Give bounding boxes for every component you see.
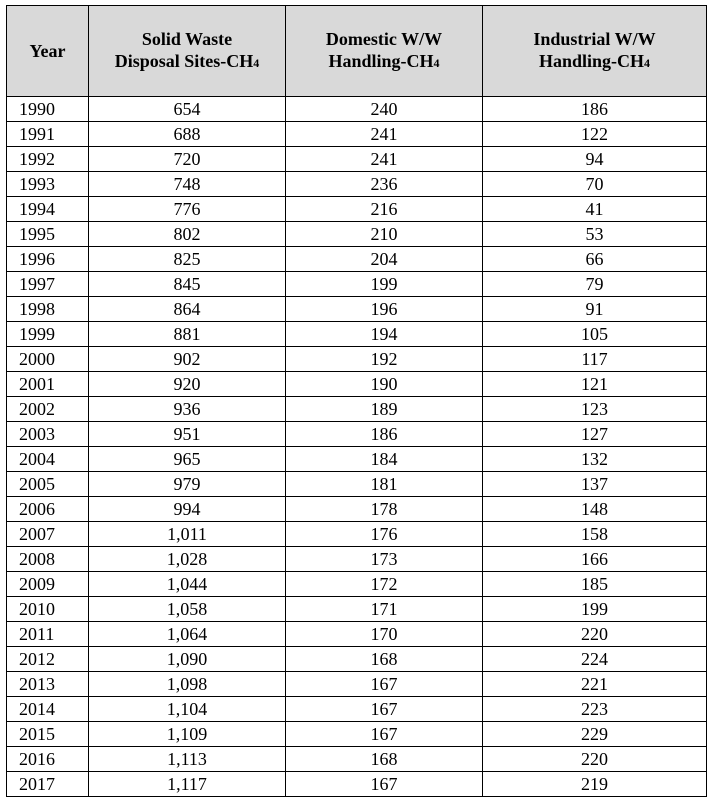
cell-solid-waste: 979 (89, 472, 286, 497)
cell-domestic: 170 (286, 622, 483, 647)
cell-solid-waste: 748 (89, 172, 286, 197)
table-row (7, 772, 707, 797)
cell-domestic: 176 (286, 522, 483, 547)
cell-solid-waste: 1,104 (89, 697, 286, 722)
cell-solid-waste: 1,090 (89, 647, 286, 672)
cell-domestic: 210 (286, 222, 483, 247)
table-row (7, 272, 707, 297)
cell-year: 2013 (7, 672, 89, 697)
cell-industrial: 229 (483, 722, 707, 747)
cell-year: 2017 (7, 772, 89, 797)
cell-solid-waste: 936 (89, 397, 286, 422)
cell-industrial: 224 (483, 647, 707, 672)
table-row (7, 647, 707, 672)
cell-year: 2008 (7, 547, 89, 572)
cell-year: 2004 (7, 447, 89, 472)
header-industrial-line1: Industrial W/W (533, 29, 656, 49)
cell-year: 2007 (7, 522, 89, 547)
cell-year: 2000 (7, 347, 89, 372)
table-row (7, 547, 707, 572)
table-row (7, 122, 707, 147)
cell-year: 2014 (7, 697, 89, 722)
table-row (7, 222, 707, 247)
cell-domestic: 189 (286, 397, 483, 422)
table-row (7, 147, 707, 172)
cell-solid-waste: 864 (89, 297, 286, 322)
cell-industrial: 221 (483, 672, 707, 697)
table-header (7, 6, 707, 97)
cell-domestic: 178 (286, 497, 483, 522)
cell-solid-waste: 881 (89, 322, 286, 347)
cell-year: 2005 (7, 472, 89, 497)
cell-year: 2001 (7, 372, 89, 397)
cell-year: 2006 (7, 497, 89, 522)
emissions-table (6, 5, 707, 797)
table-row (7, 297, 707, 322)
header-solid-waste-line2: Disposal Sites-CH (114, 51, 254, 71)
cell-solid-waste: 654 (89, 97, 286, 122)
cell-industrial: 122 (483, 122, 707, 147)
cell-industrial: 220 (483, 747, 707, 772)
cell-year: 1996 (7, 247, 89, 272)
table-row (7, 172, 707, 197)
cell-solid-waste: 1,064 (89, 622, 286, 647)
header-domestic-line2: Handling-CH (328, 51, 434, 71)
cell-domestic: 192 (286, 347, 483, 372)
cell-year: 1995 (7, 222, 89, 247)
header-year-label: Year (29, 41, 66, 61)
table-row (7, 722, 707, 747)
cell-domestic: 196 (286, 297, 483, 322)
cell-domestic: 167 (286, 672, 483, 697)
cell-industrial: 70 (483, 172, 707, 197)
cell-industrial: 219 (483, 772, 707, 797)
cell-year: 1992 (7, 147, 89, 172)
cell-year: 1999 (7, 322, 89, 347)
cell-industrial: 148 (483, 497, 707, 522)
cell-year: 2015 (7, 722, 89, 747)
cell-solid-waste: 845 (89, 272, 286, 297)
cell-industrial: 158 (483, 522, 707, 547)
emissions-table-container (6, 5, 706, 797)
cell-industrial: 117 (483, 347, 707, 372)
cell-domestic: 171 (286, 597, 483, 622)
cell-industrial: 185 (483, 572, 707, 597)
table-row (7, 197, 707, 222)
cell-solid-waste: 965 (89, 447, 286, 472)
cell-domestic: 186 (286, 422, 483, 447)
cell-domestic: 167 (286, 772, 483, 797)
table-row (7, 247, 707, 272)
cell-domestic: 184 (286, 447, 483, 472)
cell-solid-waste: 1,058 (89, 597, 286, 622)
header-industrial-line2-wrap (483, 50, 706, 74)
cell-solid-waste: 920 (89, 372, 286, 397)
cell-domestic: 216 (286, 197, 483, 222)
cell-domestic: 199 (286, 272, 483, 297)
cell-solid-waste: 1,028 (89, 547, 286, 572)
cell-industrial: 137 (483, 472, 707, 497)
cell-solid-waste: 802 (89, 222, 286, 247)
cell-solid-waste: 720 (89, 147, 286, 172)
cell-domestic: 240 (286, 97, 483, 122)
table-row (7, 672, 707, 697)
cell-domestic: 172 (286, 572, 483, 597)
cell-industrial: 105 (483, 322, 707, 347)
cell-solid-waste: 1,113 (89, 747, 286, 772)
cell-year: 2009 (7, 572, 89, 597)
table-row (7, 322, 707, 347)
header-domestic-subscript: 4 (433, 56, 440, 70)
cell-industrial: 199 (483, 597, 707, 622)
cell-year: 1998 (7, 297, 89, 322)
cell-solid-waste: 825 (89, 247, 286, 272)
cell-year: 2002 (7, 397, 89, 422)
cell-domestic: 194 (286, 322, 483, 347)
table-row (7, 422, 707, 447)
cell-industrial: 223 (483, 697, 707, 722)
table-row (7, 622, 707, 647)
cell-solid-waste: 951 (89, 422, 286, 447)
cell-domestic: 190 (286, 372, 483, 397)
table-row (7, 497, 707, 522)
cell-industrial: 79 (483, 272, 707, 297)
cell-industrial: 166 (483, 547, 707, 572)
cell-domestic: 168 (286, 747, 483, 772)
cell-year: 1997 (7, 272, 89, 297)
cell-solid-waste: 776 (89, 197, 286, 222)
header-row (7, 6, 707, 97)
table-row (7, 347, 707, 372)
cell-domestic: 181 (286, 472, 483, 497)
table-body (7, 97, 707, 797)
header-industrial (483, 6, 707, 97)
cell-industrial: 127 (483, 422, 707, 447)
header-domestic-line2-wrap (286, 50, 482, 74)
cell-domestic: 167 (286, 722, 483, 747)
header-solid-waste-line2-wrap (89, 50, 285, 74)
cell-year: 2003 (7, 422, 89, 447)
header-industrial-line2: Handling-CH (538, 51, 645, 71)
cell-industrial: 41 (483, 197, 707, 222)
cell-industrial: 123 (483, 397, 707, 422)
cell-industrial: 53 (483, 222, 707, 247)
cell-solid-waste: 1,011 (89, 522, 286, 547)
cell-solid-waste: 994 (89, 497, 286, 522)
cell-industrial: 66 (483, 247, 707, 272)
cell-year: 1993 (7, 172, 89, 197)
cell-year: 2012 (7, 647, 89, 672)
cell-industrial: 186 (483, 97, 707, 122)
table-row (7, 597, 707, 622)
table-row (7, 747, 707, 772)
cell-industrial: 220 (483, 622, 707, 647)
table-row (7, 397, 707, 422)
table-row (7, 697, 707, 722)
table-row (7, 447, 707, 472)
table-row (7, 572, 707, 597)
cell-domestic: 173 (286, 547, 483, 572)
header-solid-waste (89, 6, 286, 97)
cell-domestic: 241 (286, 147, 483, 172)
cell-solid-waste: 1,044 (89, 572, 286, 597)
cell-solid-waste: 1,098 (89, 672, 286, 697)
cell-solid-waste: 1,109 (89, 722, 286, 747)
header-domestic-line1: Domestic W/W (325, 29, 443, 49)
header-domestic (286, 6, 483, 97)
cell-domestic: 168 (286, 647, 483, 672)
header-solid-waste-line1: Solid Waste (141, 29, 233, 49)
header-industrial-subscript: 4 (644, 56, 651, 70)
cell-solid-waste: 902 (89, 347, 286, 372)
table-row (7, 472, 707, 497)
cell-domestic: 236 (286, 172, 483, 197)
cell-industrial: 132 (483, 447, 707, 472)
cell-industrial: 94 (483, 147, 707, 172)
cell-solid-waste: 1,117 (89, 772, 286, 797)
cell-year: 2010 (7, 597, 89, 622)
cell-industrial: 91 (483, 297, 707, 322)
cell-solid-waste: 688 (89, 122, 286, 147)
header-solid-waste-subscript: 4 (253, 56, 260, 70)
cell-domestic: 167 (286, 697, 483, 722)
cell-domestic: 204 (286, 247, 483, 272)
cell-domestic: 241 (286, 122, 483, 147)
cell-industrial: 121 (483, 372, 707, 397)
cell-year: 2011 (7, 622, 89, 647)
cell-year: 1990 (7, 97, 89, 122)
header-year (7, 6, 89, 97)
table-row (7, 372, 707, 397)
cell-year: 2016 (7, 747, 89, 772)
table-row (7, 522, 707, 547)
cell-year: 1994 (7, 197, 89, 222)
table-row (7, 97, 707, 122)
cell-year: 1991 (7, 122, 89, 147)
